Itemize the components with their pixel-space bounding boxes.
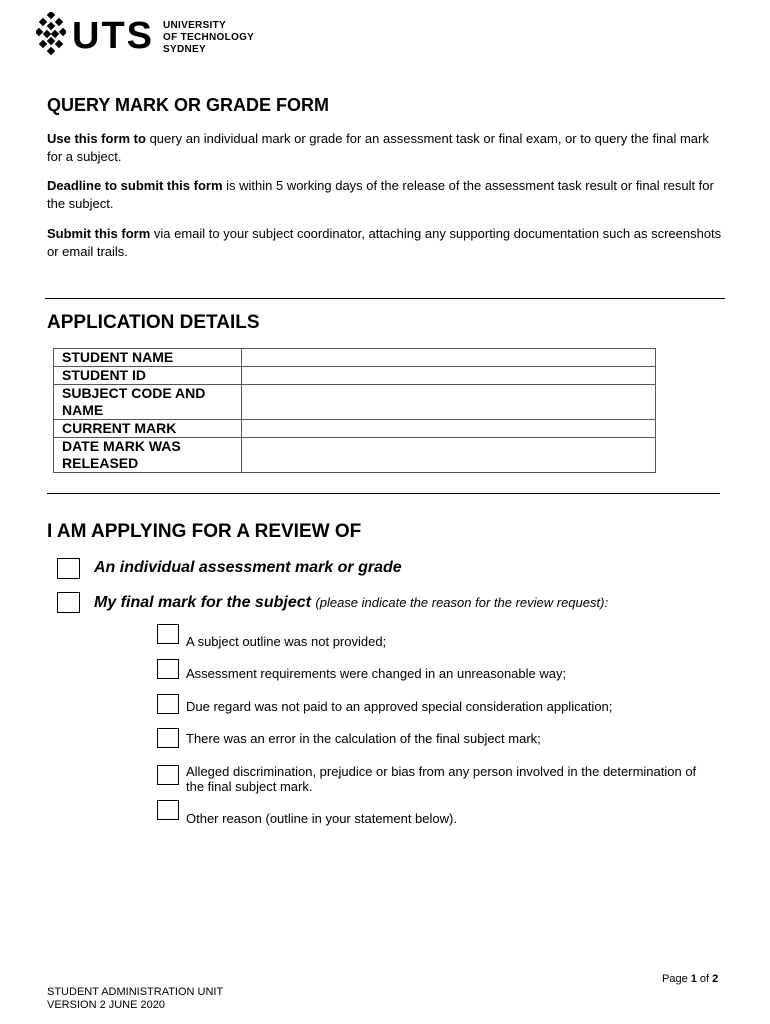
application-details-table (53, 348, 656, 473)
reason-checkbox-no-outline[interactable] (157, 624, 179, 644)
footer-unit: STUDENT ADMINISTRATION UNIT (47, 986, 224, 998)
page-current: 1 (690, 973, 697, 985)
student-id-field[interactable] (242, 367, 656, 385)
reason-checkbox-discrimination[interactable] (157, 765, 179, 785)
page-of: of (696, 973, 713, 985)
page-total: 2 (712, 973, 719, 985)
table-row (54, 349, 656, 367)
date-released-label: DATE MARK WAS RELEASED (54, 438, 242, 473)
assessment-mark-option-label: An individual assessment mark or grade (94, 559, 402, 576)
table-row (54, 438, 656, 473)
reason-checkbox-requirements-changed[interactable] (157, 659, 179, 679)
subject-code-label: SUBJECT CODE AND NAME (54, 385, 242, 420)
section-divider-bottom (47, 493, 720, 494)
page-title: QUERY MARK OR GRADE FORM (47, 95, 330, 115)
footer-version: VERSION 2 JUNE 2020 (47, 999, 165, 1011)
logo-line-1: UNIVERSITY (163, 20, 227, 31)
final-mark-option-text: My final mark for the subject (94, 594, 311, 611)
reason-label-discrimination: Alleged discrimination, prejudice or bias from any person involved in the determination of the final subject mark. (186, 764, 697, 794)
reason-checkbox-special-consideration[interactable] (157, 694, 179, 714)
logo-line-3: SYDNEY (163, 44, 206, 55)
logo-wordmark: UTS (72, 15, 154, 57)
final-mark-option-label (94, 594, 608, 612)
review-heading: I AM APPLYING FOR A REVIEW OF (47, 521, 362, 542)
intro-paragraph-purpose (47, 130, 727, 166)
current-mark-label: CURRENT MARK (54, 420, 242, 438)
current-mark-field[interactable] (242, 420, 656, 438)
logo-line-2: OF TECHNOLOGY (163, 32, 255, 43)
intro-purpose-text: query an individual mark or grade for an assessment task or final exam, or to query the final mark for a subject. (47, 131, 709, 164)
student-name-field[interactable] (242, 349, 656, 367)
student-id-label: STUDENT ID (54, 367, 242, 385)
footer-info (47, 986, 223, 1012)
table-row (54, 420, 656, 438)
subject-code-field[interactable] (242, 385, 656, 420)
intro-submit-lead: Submit this form (47, 226, 151, 241)
uts-logo-mark-icon (36, 12, 66, 58)
final-mark-checkbox[interactable] (57, 592, 80, 613)
table-row (54, 367, 656, 385)
intro-purpose-lead: Use this form to (47, 131, 146, 146)
intro-deadline-text: is within 5 working days of the release of the assessment task result or final result for the subject. (47, 178, 714, 211)
table-row (54, 385, 656, 420)
reason-label-requirements-changed: Assessment requirements were changed in an unreasonable way; (186, 666, 567, 681)
logo-university-name (163, 20, 254, 56)
reason-label-other: Other reason (outline in your statement below). (186, 811, 457, 826)
intro-deadline-lead: Deadline to submit this form (47, 178, 223, 193)
intro-paragraph-deadline (47, 177, 727, 213)
reason-label-special-consideration: Due regard was not paid to an approved special consideration application; (186, 699, 613, 714)
page-prefix: Page (662, 973, 691, 985)
intro-paragraph-submit (47, 225, 727, 261)
page-number (662, 973, 718, 985)
date-released-field[interactable] (242, 438, 656, 473)
reason-label-no-outline: A subject outline was not provided; (186, 634, 387, 649)
section-divider-top (45, 298, 725, 299)
student-name-label: STUDENT NAME (54, 349, 242, 367)
reason-label-calculation-error: There was an error in the calculation of the final subject mark; (186, 731, 541, 746)
assessment-mark-checkbox[interactable] (57, 558, 80, 579)
reason-checkbox-other[interactable] (157, 800, 179, 820)
final-mark-option-note: (please indicate the reason for the review request): (315, 595, 609, 610)
reason-checkbox-calculation-error[interactable] (157, 728, 179, 748)
intro-submit-text: via email to your subject coordinator, attaching any supporting documentation such as screenshots or email trails. (47, 226, 722, 259)
application-details-heading: APPLICATION DETAILS (47, 312, 260, 333)
